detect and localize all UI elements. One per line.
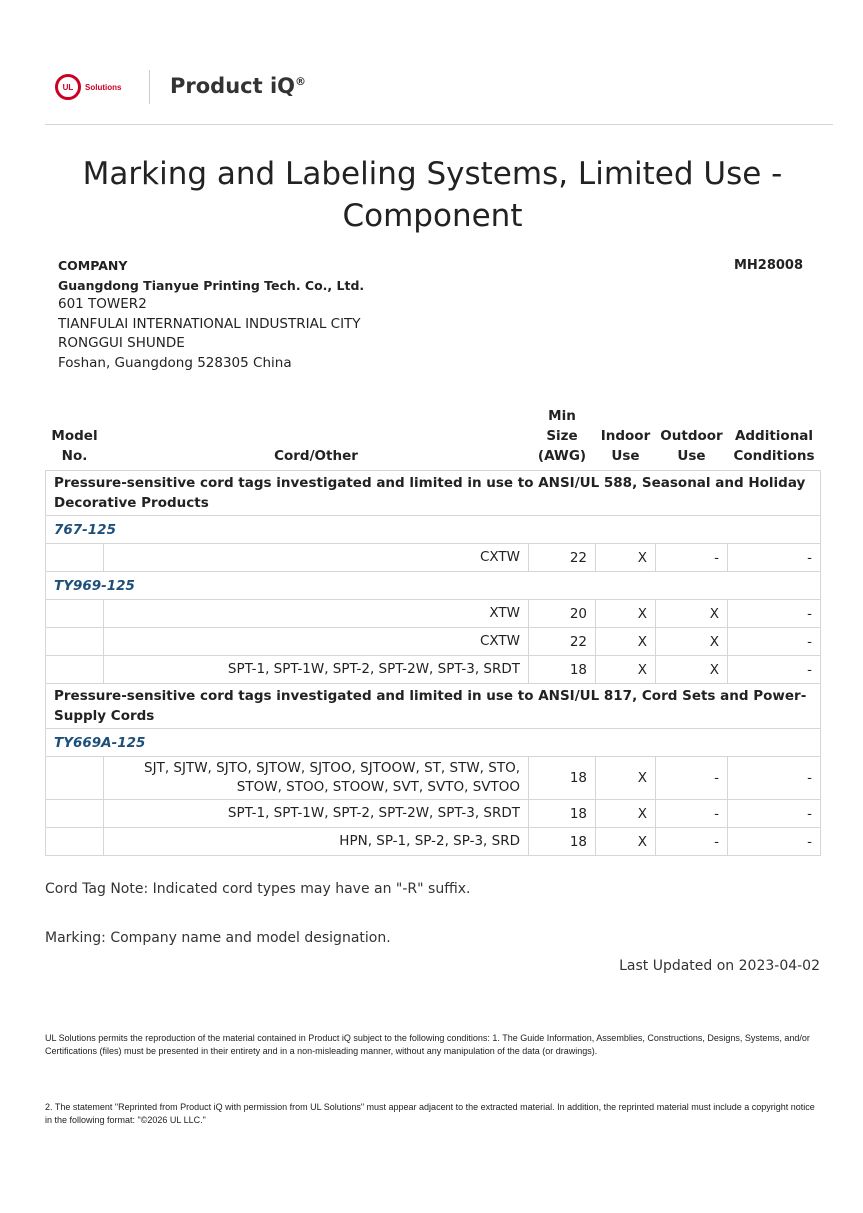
legal-notice-1: UL Solutions permits the reproduction of the material contained in Product iQ subject to the following conditions: 1. The Guide Information, Assemblies, Constructions, Designs, Systems, and/or Certifications (files) must be presented in their entirety and in a non-misleading manner, without any manipulation of the data (or drawings). [45,1033,810,1056]
model-number: TY969-125 [46,572,821,600]
file-number: MH28008 [733,258,803,273]
size-cell: 18 [529,656,596,684]
table-row [46,600,821,628]
outdoor-cell: - [656,800,728,828]
indoor-cell: X [596,757,656,800]
ul-solutions-logo[interactable] [55,74,121,100]
product-name: Product iQ [170,74,296,98]
size-cell: 18 [529,800,596,828]
header-min-size [529,406,596,471]
empty-cell [46,656,104,684]
outdoor-cell: - [656,757,728,800]
header-text: No. [61,448,88,464]
outdoor-cell: - [656,544,728,572]
legal-notice-2: 2. The statement "Reprinted from Product iQ with permission from UL Solutions" must appear adjacent to the extracted material. In addition, the reprinted material must include a copyright notice in the following format: "©2026 UL LLC." [45,1102,815,1125]
table-row [46,628,821,656]
additional-cell: - [728,828,821,856]
header-rule [45,124,833,125]
indoor-cell: X [596,656,656,684]
marking-note: Marking: Company name and model designation. [45,930,391,946]
header-text: Model [51,428,98,444]
company-name: Guangdong Tianyue Printing Tech. Co., Ltd. [58,277,365,293]
header-text: Use [677,448,706,464]
header-outdoor [656,406,728,471]
header-text: Conditions [733,448,815,464]
company-address-line: TIANFULAI INTERNATIONAL INDUSTRIAL CITY [58,315,361,332]
cord-cell: SJT, SJTW, SJTO, SJTOW, SJTOO, SJTOOW, ST, STW, STO, STOW, STOO, STOOW, SVT, SVTO, SVTOO [104,757,529,800]
company-address-line: Foshan, Guangdong 528305 China [58,354,292,371]
additional-cell: - [728,800,821,828]
empty-cell [46,800,104,828]
additional-cell: - [728,600,821,628]
model-row [46,572,821,600]
header-text: Use [611,448,640,464]
section-title: Pressure-sensitive cord tags investigated and limited in use to ANSI/UL 817, Cord Sets and Power-Supply Cords [46,684,821,729]
model-row [46,729,821,757]
header-text: Min [548,408,576,424]
cord-cell: HPN, SP-1, SP-2, SP-3, SRD [104,828,529,856]
company-address-line: 601 TOWER2 [58,296,147,312]
table-header-row [46,406,821,471]
section-row [46,471,821,516]
registered-mark: ® [295,75,307,88]
header-text: Cord/Other [274,448,358,464]
header-text: Additional [734,428,814,444]
header-divider [149,70,150,104]
table-row [46,800,821,828]
ul-logo-text: Solutions [85,82,122,92]
cord-cell: SPT-1, SPT-1W, SPT-2, SPT-2W, SPT-3, SRDT [104,656,529,684]
model-row [46,516,821,544]
product-iq-brand [170,74,306,98]
page-title-line-1: Marking and Labeling Systems, Limited Use - [82,156,783,192]
indoor-cell: X [596,544,656,572]
cord-cell: CXTW [104,544,529,572]
additional-cell: - [728,544,821,572]
page-title-line-2: Component [342,198,523,234]
indoor-cell: X [596,828,656,856]
section-title: Pressure-sensitive cord tags investigated and limited in use to ANSI/UL 588, Seasonal and Holiday Decorative Products [46,471,821,516]
empty-cell [46,600,104,628]
table-row [46,828,821,856]
last-updated: Last Updated on 2023-04-02 [619,958,820,974]
header-text: Indoor [600,428,651,444]
table-row [46,757,821,800]
listing-table [45,406,821,856]
company-address-line: RONGGUI SHUNDE [58,335,185,351]
header-text: Size [546,428,578,444]
cord-cell: XTW [104,600,529,628]
header-additional [728,406,821,471]
size-cell: 22 [529,628,596,656]
table-row [46,544,821,572]
company-label: COMPANY [58,258,128,273]
header-model [46,406,104,471]
outdoor-cell: X [656,628,728,656]
header-indoor [596,406,656,471]
outdoor-cell: X [656,656,728,684]
page-header [0,0,863,126]
ul-logo-mark: UL [55,74,81,100]
cord-tag-note: Cord Tag Note: Indicated cord types may have an "-R" suffix. [45,881,471,897]
cord-cell: CXTW [104,628,529,656]
additional-cell: - [728,628,821,656]
table-row [46,656,821,684]
cord-cell: SPT-1, SPT-1W, SPT-2, SPT-2W, SPT-3, SRDT [104,800,529,828]
company-block [58,256,364,373]
size-cell: 22 [529,544,596,572]
header-text: (AWG) [537,448,587,464]
size-cell: 18 [529,828,596,856]
additional-cell: - [728,656,821,684]
header-cord [104,406,529,471]
section-row [46,684,821,729]
outdoor-cell: - [656,828,728,856]
page-title [45,153,820,237]
model-number: 767-125 [46,516,821,544]
empty-cell [46,544,104,572]
empty-cell [46,628,104,656]
outdoor-cell: X [656,600,728,628]
empty-cell [46,828,104,856]
size-cell: 20 [529,600,596,628]
header-text: Outdoor [660,428,723,444]
model-number: TY669A-125 [46,729,821,757]
size-cell: 18 [529,757,596,800]
indoor-cell: X [596,800,656,828]
indoor-cell: X [596,600,656,628]
additional-cell: - [728,757,821,800]
indoor-cell: X [596,628,656,656]
empty-cell [46,757,104,800]
